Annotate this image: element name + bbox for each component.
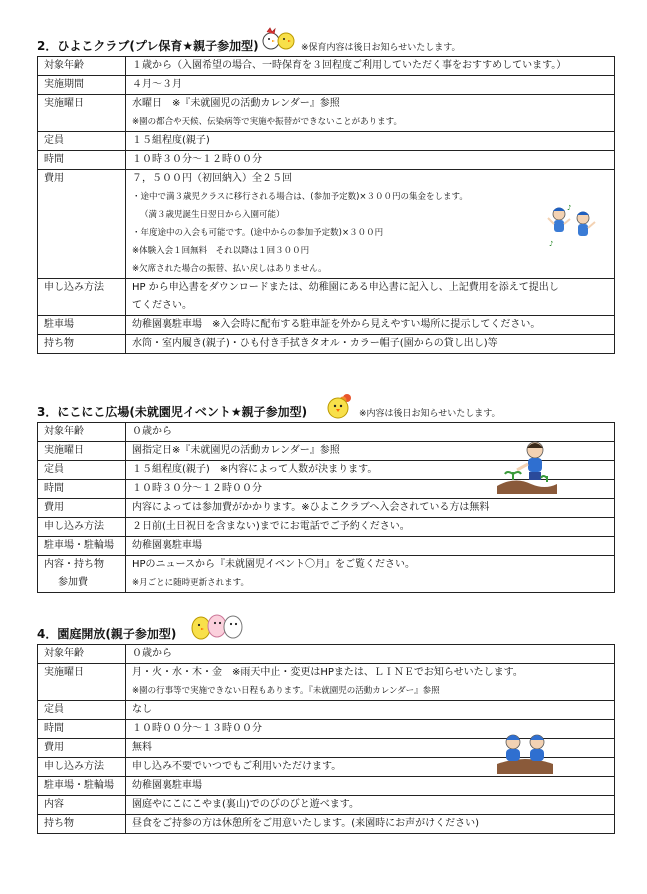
section-hiyoko-club (37, 34, 615, 354)
row-value-cell (126, 701, 615, 720)
table-row (38, 132, 615, 151)
row-value-cell (126, 815, 615, 834)
row-value-line: ※園の行事等で実施できない日程もあります。『未就園児の活動カレンダー』参照 (132, 686, 440, 696)
row-label-cell (38, 518, 126, 537)
row-label-cell (38, 739, 126, 758)
row-label-cell (38, 664, 126, 701)
table-row (38, 170, 615, 279)
row-value-line: １０時３０分～１２時００分 (132, 154, 262, 165)
row-value-line: ４月～３月 (132, 79, 182, 90)
children-digging-icon (495, 726, 555, 778)
table-row (38, 796, 615, 815)
row-label: 内容 (44, 799, 64, 810)
section-header (37, 34, 615, 56)
table-row (38, 537, 615, 556)
table-row (38, 95, 615, 132)
table-row (38, 335, 615, 354)
row-value-line: １０時００分～１３時００分 (132, 723, 262, 734)
row-label: 費用 (44, 173, 64, 184)
row-label: 定員 (44, 135, 64, 146)
row-value-line: 幼稚園裏駐車場 ※入会時に配布する駐車証を外から見えやすい場所に提示してください。 (132, 319, 541, 330)
row-label-cell (38, 132, 126, 151)
row-value-line: HPのニュースから『未就園児イベント〇月』をご覧ください。 (132, 559, 416, 570)
svg-text:♪: ♪ (549, 240, 554, 248)
row-value-line: 水筒・室内履き(親子)・ひも付き手拭きタオル・カラー帽子(園からの貸し出し)等 (132, 338, 498, 349)
row-label-cell (38, 151, 126, 170)
row-value-cell (126, 777, 615, 796)
row-label: 持ち物 (44, 338, 74, 349)
row-value-line: 幼稚園裏駐車場 (132, 540, 202, 551)
section-title: 3．にこにこ広場(未就園児イベント★親子参加型) (37, 405, 308, 419)
row-label: 実施曜日 (44, 667, 84, 678)
row-value-line: ※体験入会１回無料 それ以降は１回３００円 (132, 246, 310, 256)
chick-flower-icon (321, 390, 357, 424)
row-value-line: ※園の都合や天候、伝染病等で実施や振替ができないことがあります。 (132, 117, 402, 127)
row-label-cell (38, 57, 126, 76)
dancing-children-icon (545, 202, 599, 252)
row-value-line: ７，５００円（初回納入）全２５回 (132, 173, 292, 184)
row-value-cell (126, 537, 615, 556)
row-value-cell (126, 556, 615, 593)
table-row (38, 777, 615, 796)
row-value-line: 昼食をご持参の方は休憩所をご用意いたします。(来園時にお声がけください) (132, 818, 480, 829)
row-label: 時間 (44, 483, 64, 494)
row-value-line: ・途中で満３歳児クラスに移行される場合は、(参加予定数)×３００円の集金をします。 (132, 192, 468, 202)
svg-text:♪: ♪ (567, 204, 572, 212)
section-note: ※内容は後日お知らせいたします。 (359, 409, 501, 419)
table-row (38, 701, 615, 720)
row-label-cell (38, 645, 126, 664)
row-label-sub: 参加費 (58, 577, 88, 588)
row-label: 申し込み方法 (44, 521, 104, 532)
row-label-cell (38, 316, 126, 335)
row-value-cell (126, 170, 615, 279)
section-note: ※保育内容は後日お知らせいたします。 (301, 43, 461, 53)
row-value-line: ２日前(土日祝日を含まない)までにお電話でご予約ください。 (132, 521, 410, 532)
row-value-line: ・年度途中の入会も可能です。(途中からの参加予定数)×３００円 (132, 228, 384, 238)
row-value-line: １５組程度(親子) ※内容によって人数が決まります。 (132, 464, 378, 475)
row-value-cell (126, 132, 615, 151)
row-value-line: ※月ごとに随時更新されます。 (132, 578, 249, 588)
row-value-cell (126, 518, 615, 537)
row-label-cell (38, 95, 126, 132)
row-value-line: 申し込み不要でいつでもご利用いただけます。 (132, 761, 342, 772)
row-label: 時間 (44, 723, 64, 734)
table-row (38, 556, 615, 593)
row-value-line: 園庭やにこにこやま(裏山)でのびのびと遊べます。 (132, 799, 360, 810)
row-value-cell (126, 57, 615, 76)
row-label-cell (38, 720, 126, 739)
row-label-cell (38, 815, 126, 834)
row-label-cell (38, 76, 126, 95)
row-value-cell (126, 499, 615, 518)
row-label-cell (38, 537, 126, 556)
row-value-line: 無料 (132, 742, 152, 753)
row-value-line: ０歳から (132, 426, 172, 437)
row-value-cell (126, 95, 615, 132)
row-value-line: ※欠席された場合の振替、払い戻しはありません。 (132, 264, 327, 274)
child-planting-icon (495, 436, 559, 498)
row-value-line: 内容によっては参加費がかかります。※ひよこクラブへ入会されている方は無料 (132, 502, 490, 513)
section-title: 4．園庭開放(親子参加型) (37, 627, 177, 641)
row-label-cell (38, 701, 126, 720)
row-value-line: てください。 (132, 300, 192, 311)
row-label-cell (38, 170, 126, 279)
row-label: 内容・持ち物 (44, 559, 104, 570)
chick-group-icon (189, 608, 245, 644)
row-label: 実施期間 (44, 79, 84, 90)
section-title: 2．ひよこクラブ(プレ保育★親子参加型) (37, 39, 259, 53)
table-row (38, 518, 615, 537)
row-value-cell (126, 76, 615, 95)
table-row (38, 645, 615, 664)
row-value-cell (126, 664, 615, 701)
table-row (38, 76, 615, 95)
row-label-cell (38, 442, 126, 461)
row-value-line: 幼稚園裏駐車場 (132, 780, 202, 791)
row-label: 費用 (44, 742, 64, 753)
section-entei-kaiho (37, 622, 615, 834)
row-label: 定員 (44, 704, 64, 715)
table-row (38, 499, 615, 518)
row-label: 定員 (44, 464, 64, 475)
table-row (38, 279, 615, 316)
row-label-cell (38, 758, 126, 777)
table-row (38, 151, 615, 170)
row-label: 駐車場・駐輪場 (44, 780, 114, 791)
section-nikoniko-hiroba (37, 400, 615, 593)
section-header (37, 400, 615, 422)
table-row (38, 664, 615, 701)
row-label: 対象年齢 (44, 60, 84, 71)
table-row (38, 57, 615, 76)
row-label: 持ち物 (44, 818, 74, 829)
row-label-cell (38, 556, 126, 593)
row-value-cell (126, 316, 615, 335)
row-label: 実施曜日 (44, 445, 84, 456)
row-value-line: １歳から（入園希望の場合、一時保育を３回程度ご利用していただく事をおすすめしています。） (132, 60, 567, 71)
row-label-cell (38, 335, 126, 354)
row-label-cell (38, 423, 126, 442)
row-label: 対象年齢 (44, 426, 84, 437)
row-value-line: なし (132, 704, 152, 715)
row-label: 費用 (44, 502, 64, 513)
row-value-cell (126, 796, 615, 815)
row-label: 対象年齢 (44, 648, 84, 659)
row-label-cell (38, 777, 126, 796)
row-value-line: １５組程度(親子) (132, 135, 210, 146)
table-row (38, 316, 615, 335)
row-value-line: ０歳から (132, 648, 172, 659)
row-label: 実施曜日 (44, 98, 84, 109)
row-value-line: （満３歳児誕生日翌日から入園可能） (140, 210, 285, 220)
row-label: 駐車場・駐輪場 (44, 540, 114, 551)
row-label: 申し込み方法 (44, 282, 104, 293)
row-label: 申し込み方法 (44, 761, 104, 772)
row-label-cell (38, 796, 126, 815)
row-value-cell (126, 151, 615, 170)
section-header (37, 622, 615, 644)
row-label: 駐車場 (44, 319, 74, 330)
row-label-cell (38, 480, 126, 499)
row-value-line: HP から申込書をダウンロードまたは、幼稚園にある申込書に記入し、上記費用を添えて提出し (132, 282, 559, 293)
row-value-line: 園指定日※『未就園児の活動カレンダー』参照 (132, 445, 340, 456)
table-row (38, 815, 615, 834)
row-value-line: 月・火・水・木・金 ※雨天中止・変更はHPまたは、ＬＩＮＥでお知らせいたします。 (132, 667, 523, 678)
chicks-icon (261, 26, 297, 56)
row-value-line: 水曜日 ※『未就園児の活動カレンダー』参照 (132, 98, 340, 109)
row-value-cell (126, 335, 615, 354)
row-value-line: １０時３０分～１２時００分 (132, 483, 262, 494)
row-value-cell (126, 279, 615, 316)
info-table (37, 56, 615, 354)
row-label-cell (38, 461, 126, 480)
row-label-cell (38, 499, 126, 518)
row-value-cell (126, 645, 615, 664)
row-label: 時間 (44, 154, 64, 165)
row-label-cell (38, 279, 126, 316)
